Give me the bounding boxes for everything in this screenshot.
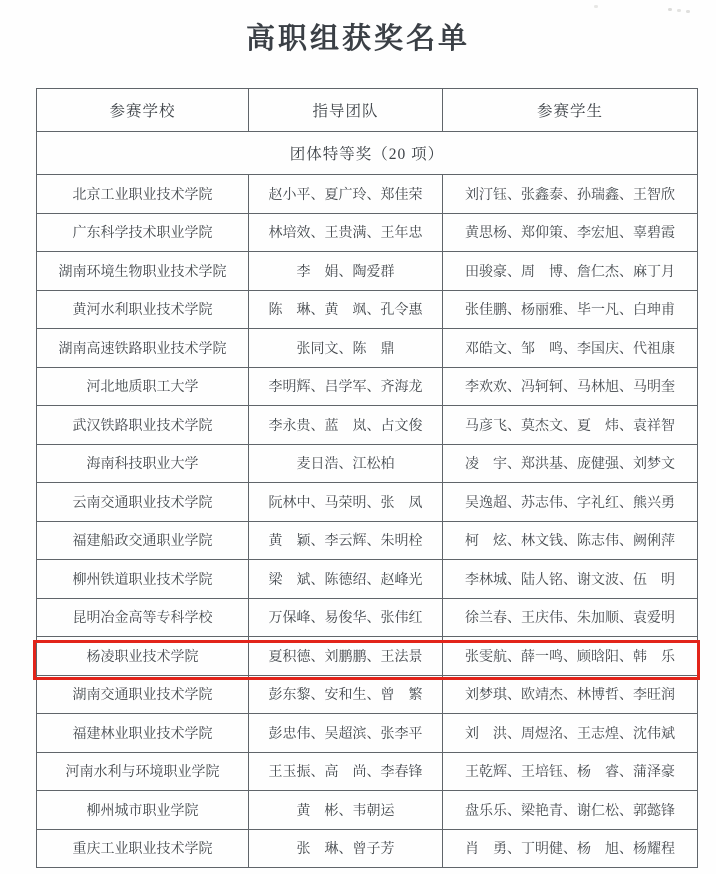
school-cell: 广东科学技术职业学院 bbox=[37, 213, 249, 252]
awards-table bbox=[36, 88, 698, 868]
table-row bbox=[37, 444, 698, 483]
students-cell: 吴逸超、苏志伟、字礼红、熊兴勇 bbox=[443, 483, 698, 522]
team-cell: 万保峰、易俊华、张伟红 bbox=[249, 598, 443, 637]
table-row bbox=[37, 752, 698, 791]
team-cell: 黄 彬、韦朝运 bbox=[249, 791, 443, 830]
team-cell: 梁 斌、陈德绍、赵峰光 bbox=[249, 560, 443, 599]
team-cell: 张同文、陈 鼎 bbox=[249, 329, 443, 368]
students-cell: 黄思杨、郑仰策、李宏旭、辜碧霞 bbox=[443, 213, 698, 252]
team-cell: 彭东黎、安和生、曾 繁 bbox=[249, 675, 443, 714]
table-row bbox=[37, 290, 698, 329]
students-cell: 凌 宇、郑洪基、庞健强、刘梦文 bbox=[443, 444, 698, 483]
section-title-row bbox=[37, 132, 698, 175]
team-cell: 阮林中、马荣明、张 凤 bbox=[249, 483, 443, 522]
table-row bbox=[37, 329, 698, 368]
table-row bbox=[37, 791, 698, 830]
students-cell: 邓皓文、邹 鸣、李国庆、代祖康 bbox=[443, 329, 698, 368]
team-cell: 黄 颖、李云辉、朱明栓 bbox=[249, 521, 443, 560]
award-category-label: 团体特等奖（20 项） bbox=[37, 132, 698, 175]
students-cell: 田骏豪、周 博、詹仁杰、麻丁月 bbox=[443, 252, 698, 291]
school-cell: 福建船政交通职业学院 bbox=[37, 521, 249, 560]
table-row bbox=[37, 483, 698, 522]
table-row bbox=[37, 598, 698, 637]
table-row bbox=[37, 213, 698, 252]
table-row bbox=[37, 367, 698, 406]
team-cell: 彭忠伟、吴超滨、张李平 bbox=[249, 714, 443, 753]
page-title: 高职组获奖名单 bbox=[245, 23, 470, 55]
students-cell: 肖 勇、丁明健、杨 旭、杨耀程 bbox=[443, 829, 698, 868]
team-cell: 陈 琳、黄 飒、孔令惠 bbox=[249, 290, 443, 329]
team-cell: 王玉振、高 尚、李春锋 bbox=[249, 752, 443, 791]
table-row bbox=[37, 560, 698, 599]
table-row bbox=[37, 406, 698, 445]
students-cell: 刘 洪、周煜洺、王志煌、沈伟斌 bbox=[443, 714, 698, 753]
header-students: 参赛学生 bbox=[443, 89, 698, 132]
school-cell: 昆明冶金高等专科学校 bbox=[37, 598, 249, 637]
table-row bbox=[37, 175, 698, 214]
school-cell: 云南交通职业技术学院 bbox=[37, 483, 249, 522]
team-cell: 李 娟、陶爱群 bbox=[249, 252, 443, 291]
table-row bbox=[37, 521, 698, 560]
team-cell: 麦日浩、江松柏 bbox=[249, 444, 443, 483]
table-row bbox=[37, 714, 698, 753]
students-cell: 刘梦琪、欧靖杰、林博哲、李旺润 bbox=[443, 675, 698, 714]
school-cell: 湖南交通职业技术学院 bbox=[37, 675, 249, 714]
school-cell: 重庆工业职业技术学院 bbox=[37, 829, 249, 868]
school-cell: 柳州城市职业学院 bbox=[37, 791, 249, 830]
school-cell: 海南科技职业大学 bbox=[37, 444, 249, 483]
table-row bbox=[37, 252, 698, 291]
students-cell: 李林城、陆人铭、谢文波、伍 明 bbox=[443, 560, 698, 599]
header-school: 参赛学校 bbox=[37, 89, 249, 132]
school-cell: 杨凌职业技术学院 bbox=[37, 637, 249, 676]
students-cell: 张佳鹏、杨丽雅、毕一凡、白珅甫 bbox=[443, 290, 698, 329]
students-cell: 张雯航、薛一鸣、顾晗阳、韩 乐 bbox=[443, 637, 698, 676]
team-cell: 李明辉、吕学军、齐海龙 bbox=[249, 367, 443, 406]
award-table-body bbox=[37, 175, 698, 868]
scan-artifact bbox=[668, 8, 672, 11]
students-cell: 柯 炫、林文钱、陈志伟、阙俐萍 bbox=[443, 521, 698, 560]
school-cell: 武汉铁路职业技术学院 bbox=[37, 406, 249, 445]
students-cell: 马彦飞、莫杰文、夏 炜、袁祥智 bbox=[443, 406, 698, 445]
school-cell: 柳州铁道职业技术学院 bbox=[37, 560, 249, 599]
table-header-row bbox=[37, 89, 698, 132]
table-row bbox=[37, 637, 698, 676]
team-cell: 赵小平、夏广玲、郑佳荣 bbox=[249, 175, 443, 214]
team-cell: 李永贵、蓝 岚、占文俊 bbox=[249, 406, 443, 445]
school-cell: 河北地质职工大学 bbox=[37, 367, 249, 406]
school-cell: 福建林业职业技术学院 bbox=[37, 714, 249, 753]
students-cell: 李欢欢、冯轲轲、马林旭、马明奎 bbox=[443, 367, 698, 406]
school-cell: 湖南环境生物职业技术学院 bbox=[37, 252, 249, 291]
table-row bbox=[37, 675, 698, 714]
school-cell: 北京工业职业技术学院 bbox=[37, 175, 249, 214]
students-cell: 徐兰春、王庆伟、朱加顺、袁爱明 bbox=[443, 598, 698, 637]
students-cell: 盘乐乐、梁艳青、谢仁松、郭懿锋 bbox=[443, 791, 698, 830]
team-cell: 林培效、王贵满、王年忠 bbox=[249, 213, 443, 252]
students-cell: 刘汀钰、张鑫泰、孙瑞鑫、王智欣 bbox=[443, 175, 698, 214]
school-cell: 黄河水利职业技术学院 bbox=[37, 290, 249, 329]
team-cell: 张 琳、曾子芳 bbox=[249, 829, 443, 868]
students-cell: 王乾辉、王培钰、杨 睿、蒲泽豪 bbox=[443, 752, 698, 791]
school-cell: 河南水利与环境职业学院 bbox=[37, 752, 249, 791]
table-row bbox=[37, 829, 698, 868]
team-cell: 夏积德、刘鹏鹏、王法景 bbox=[249, 637, 443, 676]
school-cell: 湖南高速铁路职业技术学院 bbox=[37, 329, 249, 368]
header-team: 指导团队 bbox=[249, 89, 443, 132]
